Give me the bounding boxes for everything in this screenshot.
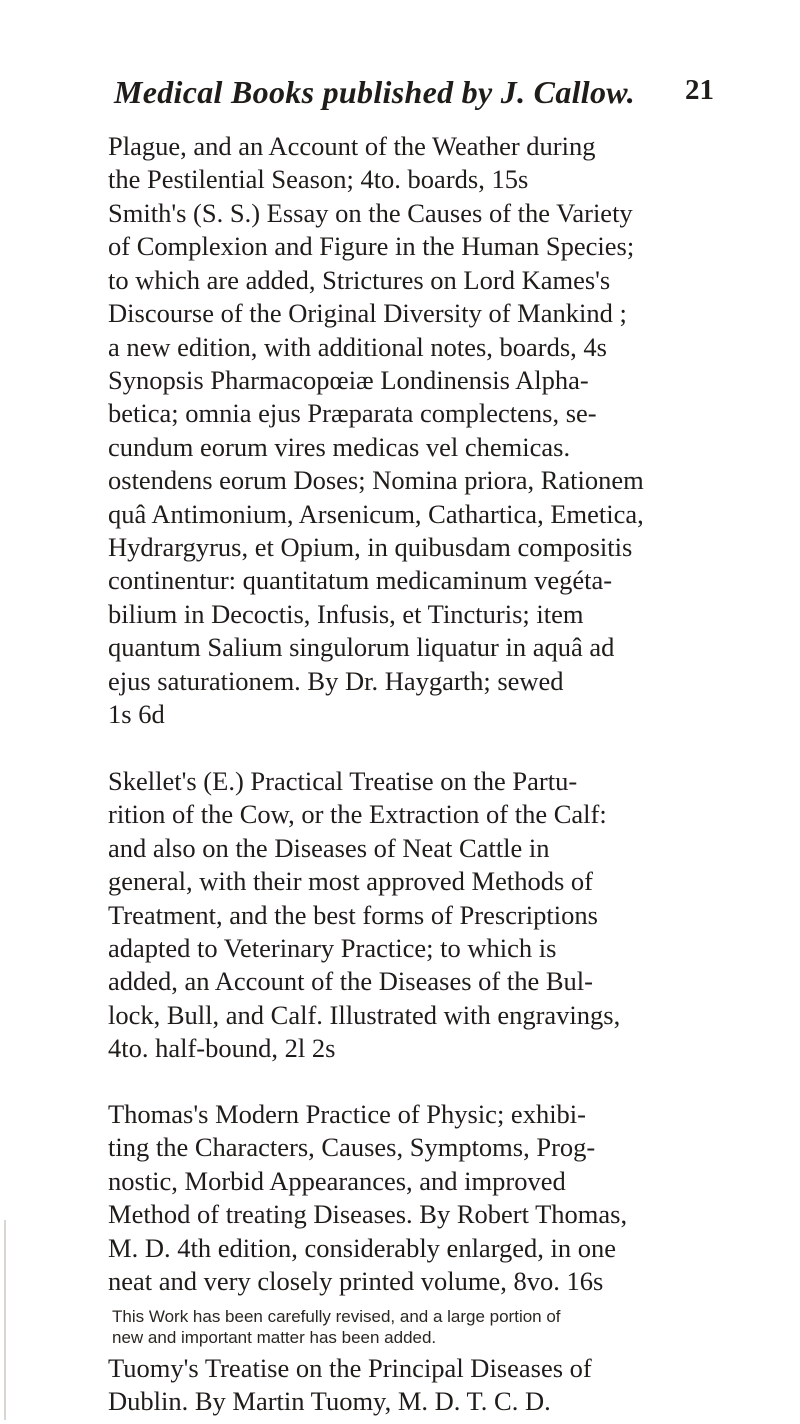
entry-synopsis bbox=[108, 364, 714, 731]
entry-line: Method of treating Diseases. By Robert Thomas, bbox=[108, 1199, 628, 1230]
entry-line: Plague, and an Account of the Weather during bbox=[108, 131, 596, 161]
entry-line: general, with their most approved Methods of bbox=[108, 866, 593, 897]
page-header bbox=[114, 74, 714, 114]
entry-line: continentur: quantitatum medicaminum vegéta- bbox=[108, 565, 613, 596]
entry-line: quâ Antimonium, Arsenicum, Cathartica, Emetica, bbox=[108, 498, 644, 529]
entry-line: Synopsis Pharmacopœiæ Londinensis Alpha- bbox=[108, 365, 589, 395]
entry-line: Skellet's (E.) Practical Treatise on the Partu- bbox=[108, 766, 578, 796]
running-title: Medical Books published by J. Callow. bbox=[114, 74, 636, 110]
entry-line: to which are added, Strictures on Lord Kames's bbox=[108, 264, 611, 295]
entry-note bbox=[112, 1306, 714, 1348]
entry-line: Discourse of the Original Diversity of Mankind ; bbox=[108, 298, 627, 329]
entry-line: quantum Salium singulorum liquatur in aquâ ad bbox=[108, 632, 615, 663]
entry-tuomy bbox=[108, 1352, 714, 1419]
entry-line: Smith's (S. S.) Essay on the Causes of the Variety bbox=[108, 198, 633, 228]
entry-line: betica; omnia ejus Præparata complectens, se- bbox=[108, 398, 597, 429]
entry-line: neat and very closely printed volume, 8vo. 16s bbox=[108, 1266, 604, 1297]
entry-line: lock, Bull, and Calf. Illustrated with engravings, bbox=[108, 999, 621, 1030]
entry-line: ejus saturationem. By Dr. Haygarth; sewed bbox=[108, 665, 564, 696]
page-number: 21 bbox=[685, 74, 714, 106]
entry-line: bilium in Decoctis, Infusis, et Tincturis; item bbox=[108, 598, 584, 629]
entry-line: ostendens eorum Doses; Nomina priora, Rationem bbox=[108, 465, 644, 496]
entry-line: adapted to Veterinary Practice; to which is bbox=[108, 933, 557, 964]
entry-line: nostic, Morbid Appearances, and improved bbox=[108, 1165, 566, 1196]
entry-line: Tuomy's Treatise on the Principal Diseases of bbox=[108, 1353, 592, 1383]
entry-line: 4to. half-bound, 2l 2s bbox=[108, 1033, 336, 1064]
entry-line: the Pestilential Season; 4to. boards, 15s bbox=[108, 164, 529, 195]
entry-line: and also on the Diseases of Neat Cattle in bbox=[108, 832, 550, 863]
entry-line: M. D. 4th edition, considerably enlarged, in one bbox=[108, 1232, 617, 1263]
entry-line: rition of the Cow, or the Extraction of the Calf: bbox=[108, 799, 607, 830]
entry-line: cundum eorum vires medicas vel chemicas. bbox=[108, 431, 571, 462]
entry-line: Dublin. By Martin Tuomy, M. D. T. C. D. bbox=[108, 1386, 551, 1417]
entry-smith bbox=[108, 197, 714, 364]
entry-line: Hydrargyrus, et Opium, in quibusdam compositis bbox=[108, 532, 633, 563]
entry-plague bbox=[108, 130, 714, 197]
entry-thomas bbox=[108, 1098, 714, 1298]
entry-line: Thomas's Modern Practice of Physic; exhibi- bbox=[108, 1099, 586, 1129]
entry-line: 1s 6d bbox=[108, 699, 165, 730]
note-line: new and important matter has been added. bbox=[112, 1328, 437, 1347]
page-edge-shadow bbox=[4, 1220, 6, 1420]
entry-line: of Complexion and Figure in the Human Species; bbox=[108, 231, 635, 262]
entry-line: added, an Account of the Diseases of the Bul- bbox=[108, 966, 593, 997]
entry-line: a new edition, with additional notes, boards, 4s bbox=[108, 331, 607, 362]
entry-skellet bbox=[108, 765, 714, 1066]
entry-line: Treatment, and the best forms of Prescriptions bbox=[108, 899, 598, 930]
note-line: This Work has been carefully revised, and a large portion of bbox=[112, 1307, 561, 1326]
entry-line: ting the Characters, Causes, Symptoms, Prog- bbox=[108, 1132, 596, 1163]
